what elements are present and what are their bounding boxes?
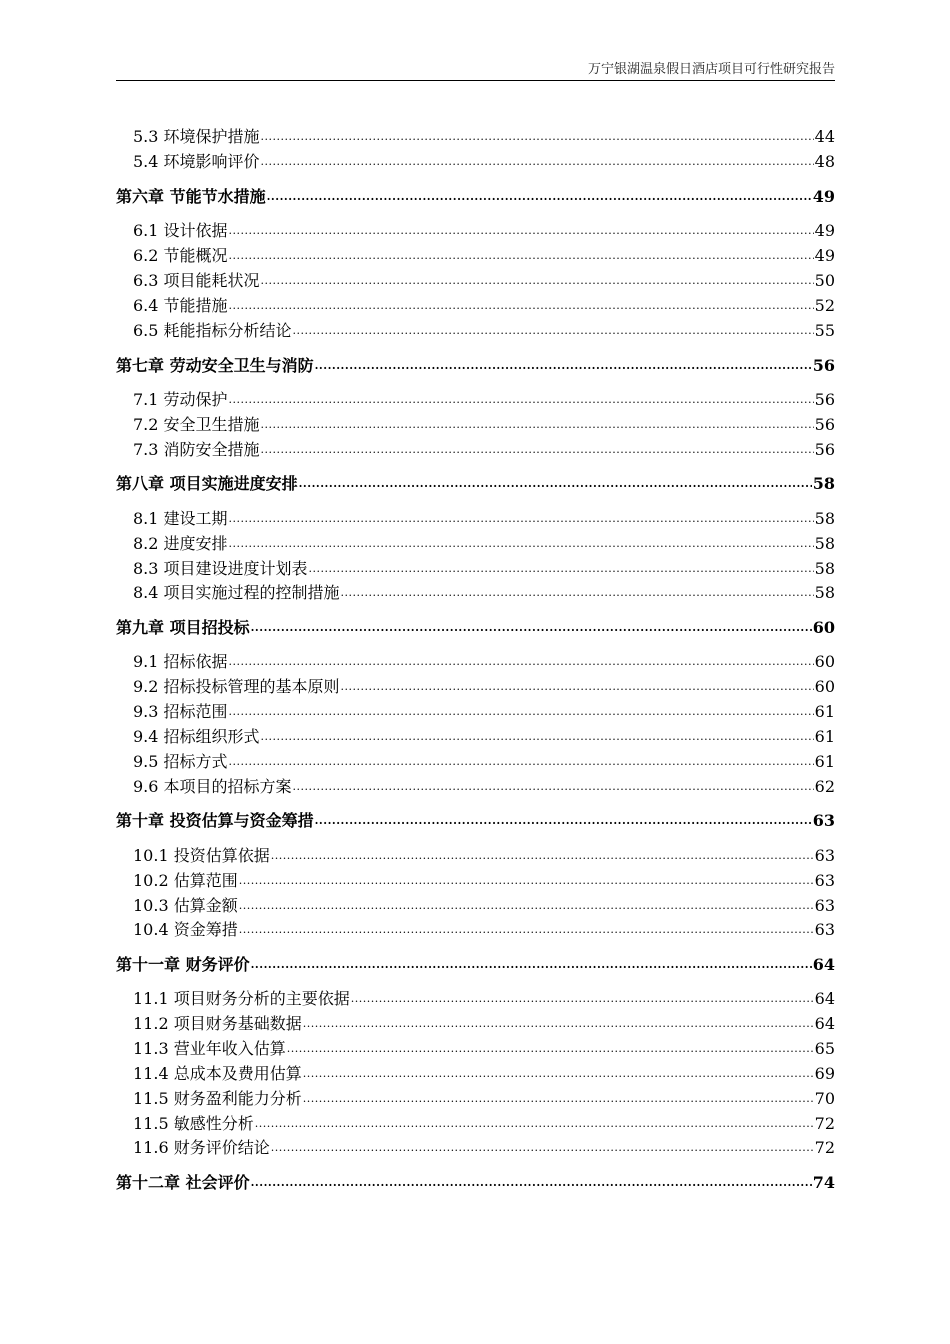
toc-entry-title: 第十二章 社会评价 [116,1173,250,1192]
toc-dot-leader [229,245,814,267]
toc-dot-leader [341,676,814,698]
toc-dot-leader [303,1063,814,1085]
toc-section-entry[interactable] [133,414,835,436]
toc-entry-title: 第十章 投资估算与资金筹措 [116,811,314,830]
toc-page-number: 72 [814,1138,835,1157]
toc-dot-leader [341,582,814,604]
toc-dot-leader [261,270,814,292]
toc-page-number: 60 [812,618,835,637]
toc-section-entry[interactable] [133,919,835,941]
toc-page-number: 61 [814,702,835,721]
toc-page-number: 63 [814,920,835,939]
toc-page-number: 70 [814,1089,835,1108]
toc-section-entry[interactable] [133,726,835,748]
toc-entry-title: 第八章 项目实施进度安排 [116,474,298,493]
toc-dot-leader [267,186,812,208]
toc-page-number: 58 [814,559,835,578]
toc-entry-title: 5.4 环境影响评价 [133,152,260,171]
toc-entry-title: 9.1 招标依据 [133,652,228,671]
toc-dot-leader [303,1013,814,1035]
toc-section-entry[interactable] [133,151,835,173]
toc-entry-title: 9.2 招标投标管理的基本原则 [133,677,340,696]
toc-dot-leader [229,295,814,317]
toc-section-entry[interactable] [133,1013,835,1035]
toc-section-entry[interactable] [133,1137,835,1159]
toc-chapter-entry[interactable] [116,954,835,976]
toc-entry-title: 8.2 进度安排 [133,534,228,553]
toc-dot-leader [271,1137,814,1159]
toc-entry-title: 7.2 安全卫生措施 [133,415,260,434]
toc-entry-title: 8.3 项目建设进度计划表 [133,559,308,578]
toc-page-number: 64 [814,989,835,1008]
toc-page-number: 58 [814,509,835,528]
toc-page-number: 44 [814,127,835,146]
toc-chapter-entry[interactable] [116,355,835,377]
toc-page-number: 55 [814,321,835,340]
toc-page-number: 64 [812,955,835,974]
toc-section-entry[interactable] [133,582,835,604]
toc-page-number: 52 [814,296,835,315]
toc-section-entry[interactable] [133,1063,835,1085]
toc-dot-leader [239,895,814,917]
toc-page-number: 49 [814,246,835,265]
toc-dot-leader [271,845,814,867]
toc-entry-title: 11.1 项目财务分析的主要依据 [133,989,350,1008]
toc-section-entry[interactable] [133,776,835,798]
toc-page-number: 63 [814,846,835,865]
toc-page-number: 58 [812,474,835,493]
toc-dot-leader [351,988,814,1010]
toc-page-number: 60 [814,677,835,696]
toc-section-entry[interactable] [133,651,835,673]
toc-entry-title: 9.4 招标组织形式 [133,727,260,746]
toc-section-entry[interactable] [133,845,835,867]
toc-dot-leader [309,558,814,580]
toc-section-entry[interactable] [133,270,835,292]
toc-section-entry[interactable] [133,558,835,580]
toc-dot-leader [229,220,814,242]
toc-page-number: 63 [814,871,835,890]
toc-dot-leader [229,651,814,673]
toc-entry-title: 6.5 耗能指标分析结论 [133,321,292,340]
toc-section-entry[interactable] [133,295,835,317]
toc-section-entry[interactable] [133,439,835,461]
toc-section-entry[interactable] [133,676,835,698]
toc-section-entry[interactable] [133,320,835,342]
toc-page-number: 74 [812,1173,835,1192]
toc-dot-leader [303,1088,814,1110]
toc-entry-title: 11.5 敏感性分析 [133,1114,254,1133]
toc-dot-leader [261,126,814,148]
toc-dot-leader [229,751,814,773]
toc-entry-title: 11.3 营业年收入估算 [133,1039,286,1058]
toc-entry-title: 11.6 财务评价结论 [133,1138,270,1157]
toc-page-number: 58 [814,534,835,553]
toc-entry-title: 第六章 节能节水措施 [116,187,266,206]
toc-entry-title: 10.3 估算金额 [133,896,238,915]
toc-chapter-entry[interactable] [116,186,835,208]
toc-entry-title: 8.1 建设工期 [133,509,228,528]
toc-chapter-entry[interactable] [116,473,835,495]
toc-section-entry[interactable] [133,533,835,555]
toc-entry-title: 11.2 项目财务基础数据 [133,1014,302,1033]
toc-dot-leader [229,533,814,555]
toc-entry-title: 6.2 节能概况 [133,246,228,265]
toc-page-number: 48 [814,152,835,171]
toc-entry-title: 6.4 节能措施 [133,296,228,315]
toc-page-number: 65 [814,1039,835,1058]
toc-dot-leader [299,473,812,495]
toc-page-number: 63 [812,811,835,830]
toc-page-number: 58 [814,583,835,602]
toc-page-number: 60 [814,652,835,671]
toc-dot-leader [287,1038,814,1060]
toc-dot-leader [251,1172,812,1194]
toc-page-number: 69 [814,1064,835,1083]
toc-entry-title: 第十一章 财务评价 [116,955,250,974]
toc-entry-title: 10.4 资金筹措 [133,920,238,939]
toc-entry-title: 10.1 投资估算依据 [133,846,270,865]
toc-entry-title: 8.4 项目实施过程的控制措施 [133,583,340,602]
toc-dot-leader [251,617,812,639]
toc-entry-title: 6.3 项目能耗状况 [133,271,260,290]
toc-entry-title: 9.5 招标方式 [133,752,228,771]
toc-dot-leader [229,389,814,411]
toc-dot-leader [239,919,814,941]
toc-dot-leader [239,870,814,892]
toc-dot-leader [315,810,812,832]
toc-dot-leader [261,151,814,173]
toc-section-entry[interactable] [133,245,835,267]
toc-entry-title: 11.5 财务盈利能力分析 [133,1089,302,1108]
toc-page-number: 49 [814,221,835,240]
toc-entry-title: 7.3 消防安全措施 [133,440,260,459]
toc-entry-title: 第九章 项目招投标 [116,618,250,637]
toc-section-entry[interactable] [133,751,835,773]
toc-section-entry[interactable] [133,1088,835,1110]
toc-dot-leader [229,508,814,530]
toc-section-entry[interactable] [133,220,835,242]
header-rule [116,80,835,81]
toc-page-number: 63 [814,896,835,915]
toc-entry-title: 11.4 总成本及费用估算 [133,1064,302,1083]
toc-entry-title: 10.2 估算范围 [133,871,238,890]
toc-dot-leader [261,439,814,461]
toc-dot-leader [251,954,812,976]
toc-section-entry[interactable] [133,126,835,148]
toc-page-number: 49 [812,187,835,206]
toc-section-entry[interactable] [133,508,835,530]
toc-dot-leader [293,320,814,342]
toc-section-entry[interactable] [133,870,835,892]
toc-page-number: 50 [814,271,835,290]
toc-dot-leader [293,776,814,798]
toc-page-number: 61 [814,727,835,746]
toc-dot-leader [315,355,812,377]
toc-dot-leader [229,701,814,723]
toc-page-number: 56 [814,390,835,409]
toc-dot-leader [261,726,814,748]
toc-section-entry[interactable] [133,701,835,723]
toc-page-number: 62 [814,777,835,796]
toc-page-number: 61 [814,752,835,771]
toc-chapter-entry[interactable] [116,1172,835,1194]
toc-entry-title: 9.3 招标范围 [133,702,228,721]
running-header: 万宁银湖温泉假日酒店项目可行性研究报告 [587,62,835,77]
toc-entry-title: 9.6 本项目的招标方案 [133,777,292,796]
toc-chapter-entry[interactable] [116,810,835,832]
toc-dot-leader [261,414,814,436]
toc-page-number: 72 [814,1114,835,1133]
toc-section-entry[interactable] [133,389,835,411]
toc-section-entry[interactable] [133,895,835,917]
toc-page-number: 64 [814,1014,835,1033]
toc-entry-title: 5.3 环境保护措施 [133,127,260,146]
toc-entry-title: 6.1 设计依据 [133,221,228,240]
toc-dot-leader [255,1113,814,1135]
toc-section-entry[interactable] [133,1038,835,1060]
toc-chapter-entry[interactable] [116,617,835,639]
toc-section-entry[interactable] [133,988,835,1010]
toc-entry-title: 第七章 劳动安全卫生与消防 [116,356,314,375]
toc-page-number: 56 [814,440,835,459]
toc-page-number: 56 [814,415,835,434]
toc-page-number: 56 [812,356,835,375]
toc-section-entry[interactable] [133,1113,835,1135]
toc-entry-title: 7.1 劳动保护 [133,390,228,409]
